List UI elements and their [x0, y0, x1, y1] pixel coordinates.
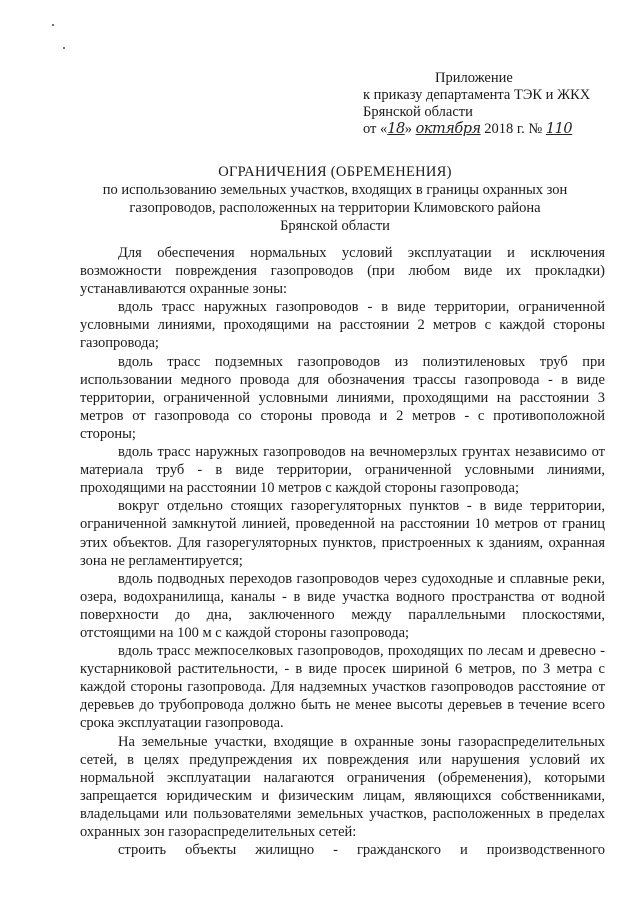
order-number-handwritten: 110: [545, 121, 573, 137]
title-subline: по использованию земельных участков, входящих в границы охранных зон: [102, 182, 568, 198]
date-day-handwritten: 18: [387, 121, 405, 137]
title-heading: ОГРАНИЧЕНИЯ (ОБРЕМЕНЕНИЯ): [218, 164, 452, 180]
body-paragraph: вокруг отдельно стоящих газорегуляторных пунктов - в виде территории, ограниченной замкнутой линией, проведенной на расстоянии 10 метров от границ этих объектов. Для газорегуляторных пунктов, пристроенных к зданиям, охранная зона не регламентируется;: [80, 498, 605, 569]
date-year: 2018 г. №: [484, 121, 543, 137]
document-title: [80, 163, 590, 235]
date-quote: »: [404, 121, 412, 137]
document-body: [80, 244, 605, 859]
appendix-label: Приложение: [435, 70, 513, 86]
order-reference: к приказу департамента ТЭК и ЖКХ: [363, 87, 591, 103]
date-prefix: от «: [363, 121, 388, 137]
scan-speck: [63, 47, 65, 49]
body-paragraph: вдоль трасс подземных газопроводов из полиэтиленовых труб при использовании медного провода для обозначения трассы газопровода - в виде территории, ограниченной условными линиями, проходящими на расстоянии 3 метров от газопровода со стороны провода и 2 метров - с противоположной стороны;: [80, 353, 605, 442]
body-paragraph: вдоль трасс межпоселковых газопроводов, проходящих по лесам и древесно - кустарниковой растительности, - в виде просек шириной 6 метров, по 3 метра с каждой стороны газопровода. Для надземных участков газопроводов расстояние от деревьев до трубопровода должно быть не менее высоты деревьев в течение всего срока эксплуатации газопровода.: [80, 643, 605, 732]
title-subline: газопроводов, расположенных на территории Климовского района: [129, 200, 541, 216]
appendix-block: [363, 70, 623, 138]
region-name: Брянской области: [363, 104, 473, 120]
body-paragraph: На земельные участки, входящие в охранные зоны газораспределительных сетей, в целях предупреждения их повреждения или нарушения условий их нормальной эксплуатации налагаются ограничения (обременения), которыми запрещается юридическим и физическим лицам, являющихся собственниками, владельцами или пользователями земельных участков, расположенных в пределах охранных зон газораспределительных сетей:: [80, 733, 605, 840]
order-date-line: [363, 121, 623, 138]
body-paragraph: вдоль трасс наружных газопроводов на вечномерзлых грунтах независимо от материала труб - в виде территории, ограниченной условными линиями, проходящими на расстоянии 10 метров с каждой стороны газопровода;: [80, 444, 605, 497]
body-paragraph: строить объекты жилищно - гражданского и производственного: [118, 842, 605, 859]
body-paragraph: вдоль трасс наружных газопроводов - в виде территории, ограниченной условными линиями, проходящими на расстоянии 2 метров с каждой стороны газопровода;: [80, 299, 605, 352]
date-month-handwritten: октября: [415, 121, 481, 137]
body-paragraph: Для обеспечения нормальных условий эксплуатации и исключения возможности повреждения газопроводов (при любом виде их прокладки) устанавливаются охранные зоны:: [80, 245, 605, 298]
body-paragraph: вдоль подводных переходов газопроводов через судоходные и сплавные реки, озера, водохранилища, каналы - в виде участка водного пространства от водной поверхности до дна, заключенного между параллельными плоскостями, отстоящими на 100 м с каждой стороны газопровода;: [80, 570, 605, 641]
title-subline: Брянской области: [280, 218, 390, 234]
scan-speck: [52, 24, 54, 26]
